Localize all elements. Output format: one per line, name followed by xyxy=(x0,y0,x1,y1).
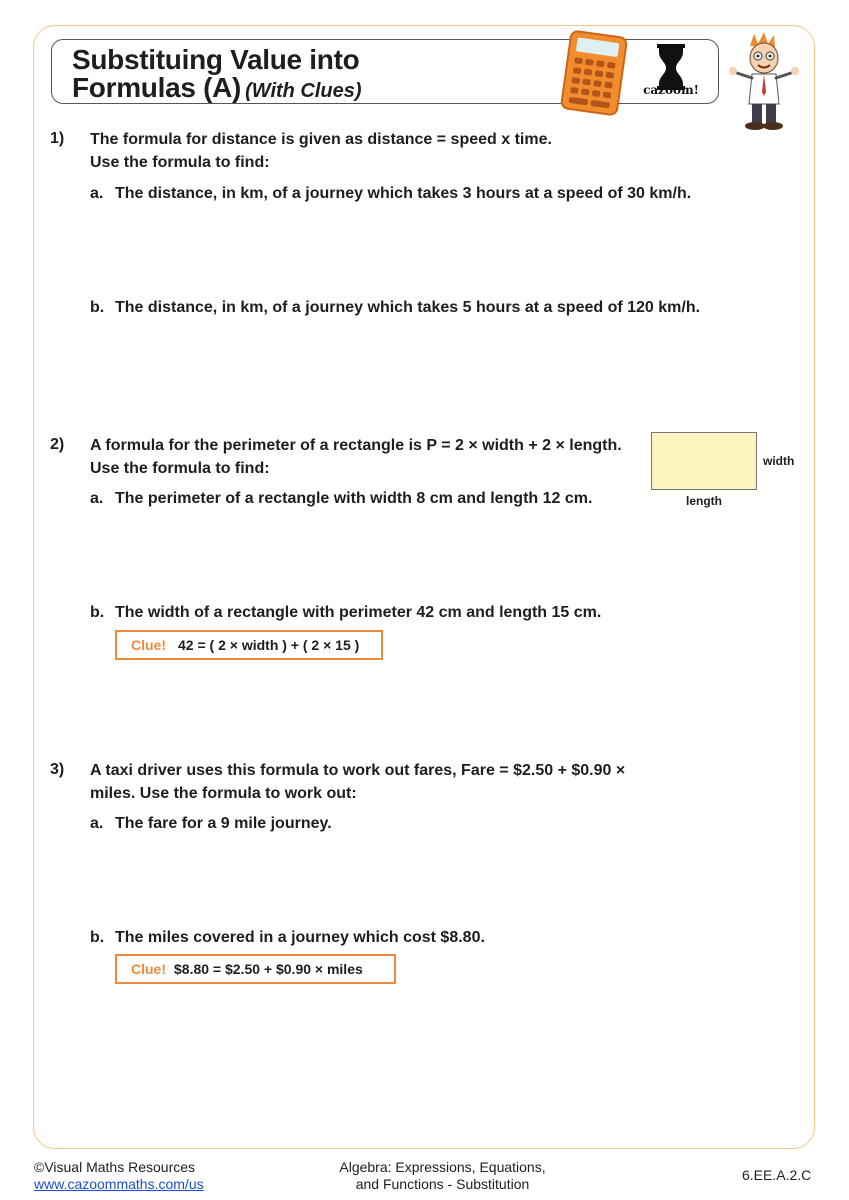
question-1-line-1: The formula for distance is given as distance = speed x time. xyxy=(90,131,552,148)
footer-standard-code: 6.EE.A.2.C xyxy=(742,1167,812,1183)
clue-box-2b xyxy=(115,630,383,660)
question-3-number: 3) xyxy=(50,761,65,778)
question-2-number: 2) xyxy=(50,436,65,453)
title-main: Formulas (A) xyxy=(72,72,242,103)
rectangle-length-label: length xyxy=(686,494,722,508)
clue-label: Clue! xyxy=(131,637,166,653)
question-1b-text: The distance, in km, of a journey which takes 5 hours at a speed of 120 km/h. xyxy=(115,299,701,316)
question-1-text xyxy=(90,128,552,174)
question-3a-letter: a. xyxy=(90,815,104,832)
question-2a-letter: a. xyxy=(90,490,104,507)
clue-label: Clue! xyxy=(131,961,166,977)
question-2a-text: The perimeter of a rectangle with width 8 cm and length 12 cm. xyxy=(115,490,593,507)
footer-copyright: ©Visual Maths Resources xyxy=(34,1159,196,1175)
question-1-line-2: Use the formula to find: xyxy=(90,154,270,171)
question-2-text xyxy=(90,434,622,480)
footer-website-link[interactable]: www.cazoommaths.com/us xyxy=(34,1176,204,1192)
question-3b-letter: b. xyxy=(90,929,105,946)
question-3a-text: The fare for a 9 mile journey. xyxy=(115,815,332,832)
rectangle-diagram xyxy=(651,432,757,490)
logo-wordmark: cazoom! xyxy=(643,83,699,97)
worksheet-title-line2 xyxy=(72,72,362,104)
question-2-line-2: Use the formula to find: xyxy=(90,460,270,477)
footer-topic xyxy=(330,1159,555,1193)
question-2-line-1: A formula for the perimeter of a rectangle is P = 2 × width + 2 × length. xyxy=(90,437,622,454)
question-2b-letter: b. xyxy=(90,604,105,621)
question-2b-text: The width of a rectangle with perimeter 42 cm and length 15 cm. xyxy=(115,604,602,621)
footer-topic-line-1: Algebra: Expressions, Equations, xyxy=(339,1159,546,1175)
question-3-line-2: miles. Use the formula to work out: xyxy=(90,785,357,802)
calculator-icon xyxy=(560,30,628,116)
question-1a-text: The distance, in km, of a journey which takes 3 hours at a speed of 30 km/h. xyxy=(115,185,692,202)
clue-box-3b xyxy=(115,954,396,984)
footer-credits xyxy=(34,1159,204,1193)
professor-mascot-icon xyxy=(728,32,800,132)
question-3-line-1: A taxi driver uses this formula to work out fares, Fare = $2.50 + $0.90 × xyxy=(90,762,626,779)
question-3b-text: The miles covered in a journey which cost $8.80. xyxy=(115,929,485,946)
rectangle-width-label: width xyxy=(763,454,795,468)
question-1b-letter: b. xyxy=(90,299,105,316)
footer-topic-line-2: and Functions - Substitution xyxy=(355,1176,530,1192)
clue-text: 42 = ( 2 × width ) + ( 2 × 15 ) xyxy=(178,637,360,653)
clue-text: $8.80 = $2.50 + $0.90 × miles xyxy=(174,961,363,977)
question-1a-letter: a. xyxy=(90,185,104,202)
title-subtitle: (With Clues) xyxy=(245,80,362,102)
worksheet-title: Substituing Value into xyxy=(72,44,360,75)
question-1-number: 1) xyxy=(50,130,65,147)
question-3-text xyxy=(90,759,625,805)
